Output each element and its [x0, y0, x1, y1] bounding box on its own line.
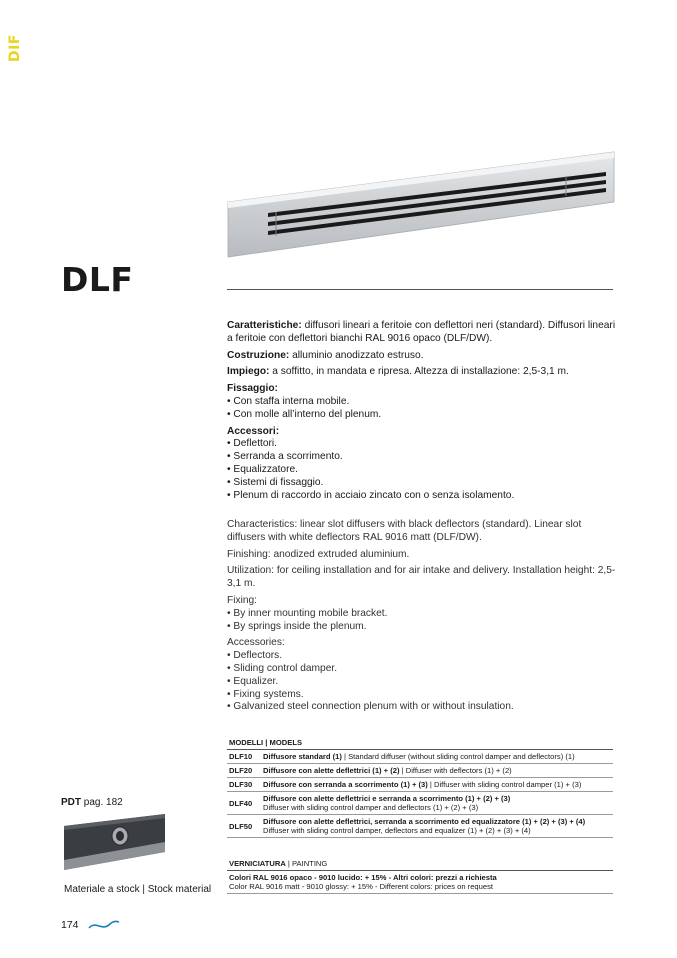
list-item: • Deflettori.	[227, 438, 617, 451]
list-item: • Plenum di raccordo in acciaio zincato con o senza isolamento.	[227, 490, 617, 503]
it-utilization: Impiego: a soffitto, in mandata e ripresa. Altezza di installazione: 2,5-3,1 m.	[227, 366, 569, 378]
list-item: • Galvanized steel connection plenum with or without insulation.	[227, 701, 617, 714]
list-item: • Equalizzatore.	[227, 464, 617, 477]
it-accessories-label: Accessori:	[227, 425, 280, 437]
list-item: • Serranda a scorrimento.	[227, 451, 617, 464]
wave-logo-icon	[88, 918, 120, 932]
en-fixing-label: Fixing:	[227, 594, 258, 606]
stock-label: Materiale a stock | Stock material	[64, 884, 212, 895]
table-row: DLF30 Diffusore con serranda a scorrimento (1) + (3) | Diffuser with sliding control damper (1) + (3)	[227, 778, 613, 792]
painting-section	[227, 857, 613, 894]
page-title: DLF	[61, 260, 134, 299]
list-item: • By springs inside the plenum.	[227, 621, 617, 634]
page-number: 174	[61, 919, 79, 931]
it-fixing-label: Fissaggio:	[227, 383, 278, 395]
en-characteristics: Characteristics: linear slot diffusers with black deflectors (standard). Linear slot diffusers with white deflectors RAL 9016 matt (DLF/DW).	[227, 519, 582, 543]
list-item: • Sistemi di fissaggio.	[227, 477, 617, 490]
diffuser-image	[226, 150, 616, 260]
table-row: DLF10 Diffusore standard (1) | Standard diffuser (without sliding control damper and deflectors) (1)	[227, 750, 613, 764]
it-fixing-list	[227, 396, 617, 422]
plenum-image	[62, 812, 167, 874]
italian-description	[227, 320, 617, 506]
table-row: DLF40 Diffusore con alette deflettrici e serranda a scorrimento (1) + (2) + (3) Diffuser with sliding control damper and deflectors (1) + (2) + (3)	[227, 792, 613, 815]
list-item: • Con staffa interna mobile.	[227, 396, 617, 409]
en-utilization: Utilization: for ceiling installation and for air intake and delivery. Installation height: 2,5-3,1 m.	[227, 565, 616, 590]
models-table	[227, 736, 613, 838]
models-header-row: MODELLI | MODELS	[227, 736, 613, 750]
section-tab	[7, 32, 25, 62]
painting-row: Colori RAL 9016 opaco - 9010 lucido: + 15% - Altri colori: prezzi a richiesta Color RAL 9016 matt - 9010 glossy: + 15% - Different colors: prices on request	[227, 871, 613, 894]
it-accessories-list	[227, 438, 617, 502]
en-fixing-list	[227, 608, 617, 634]
title-divider	[227, 289, 613, 290]
list-item: • By inner mounting mobile bracket.	[227, 608, 617, 621]
en-finishing: Finishing: anodized extruded aluminium.	[227, 548, 410, 560]
en-accessories-list	[227, 650, 617, 714]
list-item: • Sliding control damper.	[227, 663, 617, 676]
pdt-reference: PDT pag. 182	[61, 797, 123, 808]
section-tab-label: DIF	[6, 34, 23, 62]
english-description	[227, 519, 617, 718]
list-item: • Con molle all’interno del plenum.	[227, 409, 617, 422]
list-item: • Fixing systems.	[227, 689, 617, 702]
en-accessories-label: Accessories:	[227, 637, 285, 649]
table-row: DLF50 Diffusore con alette deflettrici, serranda a scorrimento ed equalizzatore (1) + (2) + (3) + (4) Diffuser with sliding control damper, deflectors and equalizer (1) + (2) + (3) + (4)	[227, 815, 613, 838]
list-item: • Deflectors.	[227, 650, 617, 663]
it-construction: Costruzione: alluminio anodizzato estruso.	[227, 349, 424, 361]
table-row: DLF20 Diffusore con alette deflettrici (1) + (2) | Diffuser with deflectors (1) + (2)	[227, 764, 613, 778]
list-item: • Equalizer.	[227, 676, 617, 689]
painting-header: VERNICIATURA | PAINTING	[227, 857, 613, 871]
it-characteristics: Caratteristiche: diffusori lineari a feritoie con deflettori neri (standard). Diffusori lineari a feritoie con deflettori bianchi RAL 9016 opaco (DLF/DW).	[227, 320, 616, 344]
